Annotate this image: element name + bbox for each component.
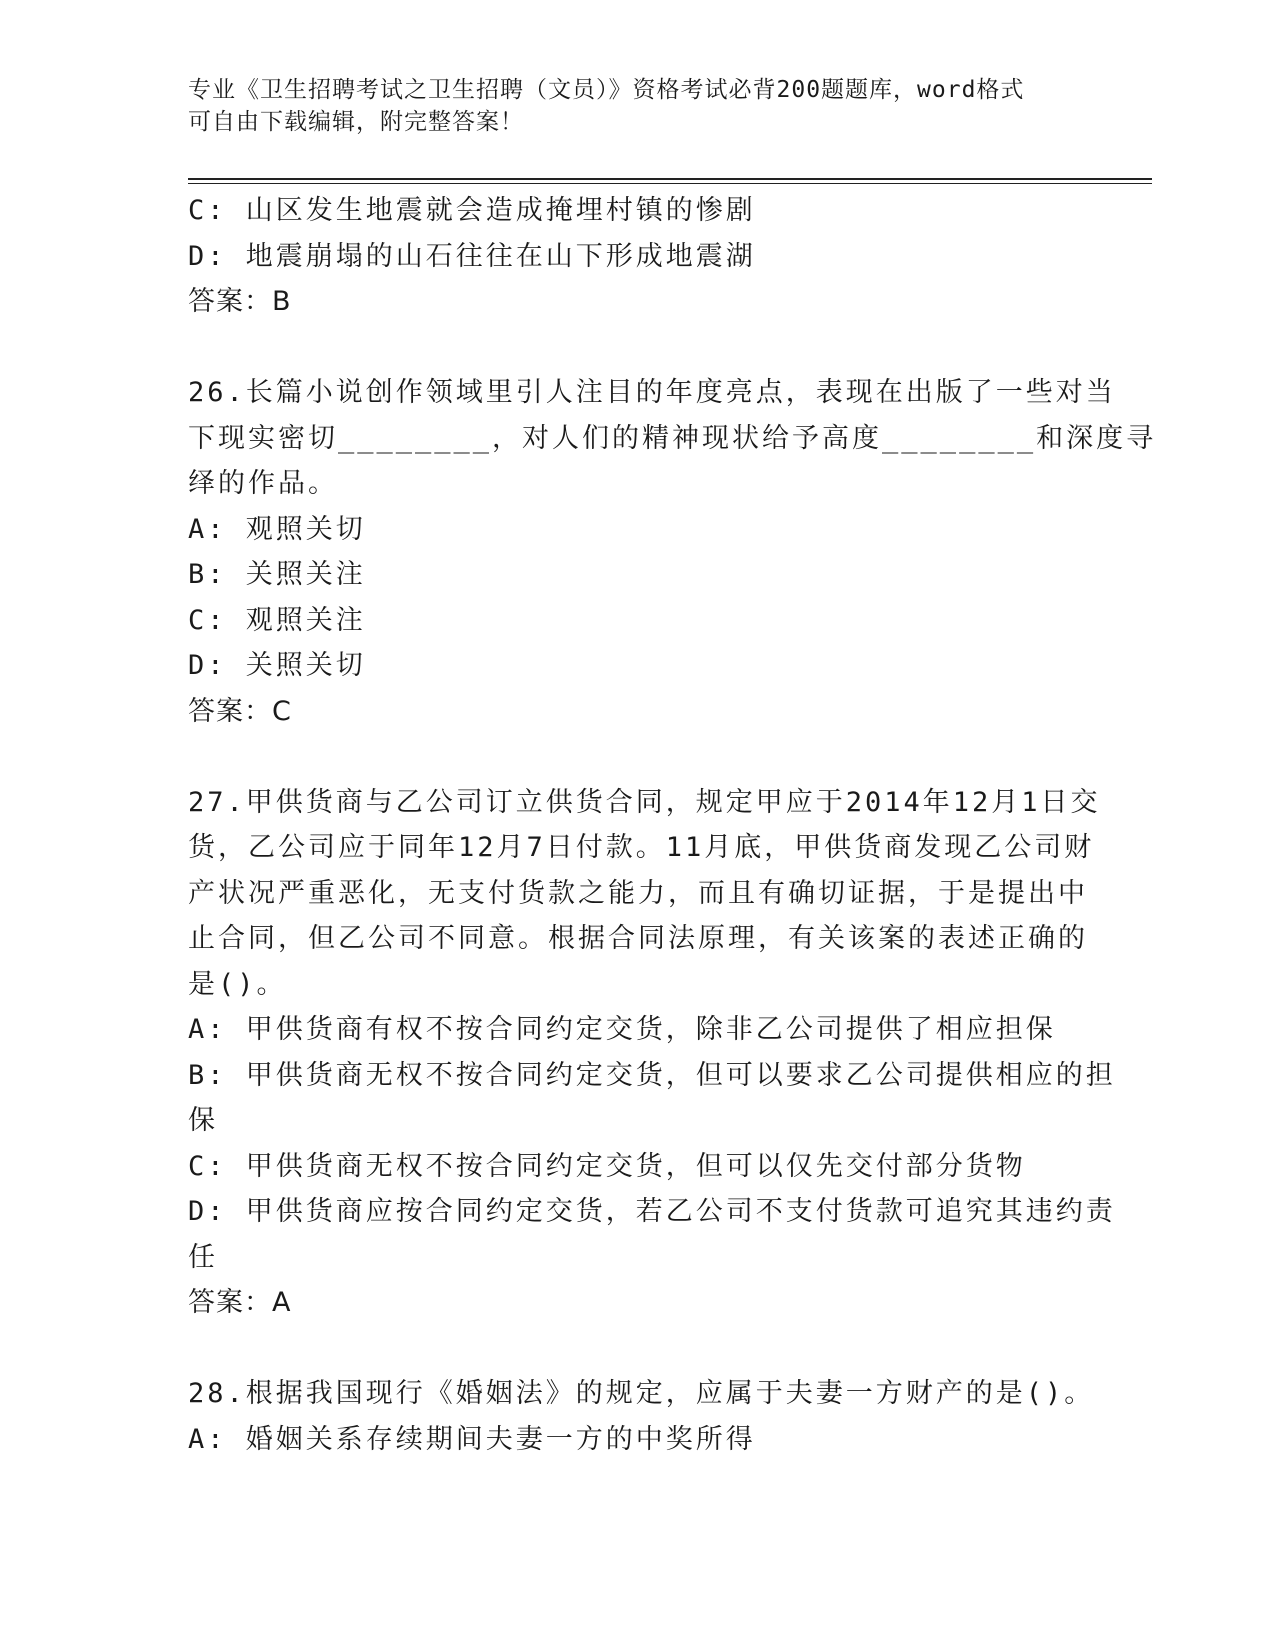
q26-option-c: C: 观照关注: [188, 604, 366, 636]
q27-stem-line-2: 货，乙公司应于同年12月7日付款。11月底，甲供货商发现乙公司财: [188, 832, 1095, 863]
header-rule-thin: [188, 183, 1152, 184]
q26-option-d: D: 关照关切: [188, 650, 366, 681]
q26-option-b: B: 关照关注: [188, 559, 366, 590]
q28-option-a: A: 婚姻关系存续期间夫妻一方的中奖所得: [188, 1423, 756, 1455]
q25-answer: 答案：B: [188, 286, 292, 317]
header-rule-thick: [188, 178, 1152, 180]
q26-option-a: A: 观照关切: [188, 513, 366, 545]
q27-stem-line-5: 是()。: [188, 968, 287, 1000]
q28-stem-line-1: 28.根据我国现行《婚姻法》的规定，应属于夫妻一方财产的是()。: [188, 1378, 1095, 1409]
q27-option-b-line-2: 保: [188, 1105, 218, 1136]
q26-answer: 答案：C: [188, 695, 292, 727]
q27-option-b-line-1: B: 甲供货商无权不按合同约定交货，但可以要求乙公司提供相应的担: [188, 1059, 1116, 1091]
q27-stem-line-3: 产状况严重恶化，无支付货款之能力，而且有确切证据，于是提出中: [188, 877, 1088, 909]
q27-answer: 答案：A: [188, 1287, 292, 1318]
q27-stem-line-4: 止合同，但乙公司不同意。根据合同法原理，有关该案的表述正确的: [188, 923, 1088, 954]
q27-option-d-line-2: 任: [188, 1241, 218, 1273]
spacer: [188, 1326, 1088, 1372]
q27-option-d-line-1: D: 甲供货商应按合同约定交货，若乙公司不支付货款可追究其违约责: [188, 1196, 1116, 1227]
page-header: [188, 74, 1068, 138]
q26-stem-line-3: 绎的作品。: [188, 468, 338, 499]
q27-option-a: A: 甲供货商有权不按合同约定交货，除非乙公司提供了相应担保: [188, 1014, 1056, 1045]
header-line-2: 可自由下载编辑，附完整答案！: [188, 109, 524, 135]
q27-stem-line-1: 27.甲供货商与乙公司订立供货合同，规定甲应于2014年12月1日交: [188, 786, 1101, 818]
q26-stem-line-1: 26.长篇小说创作领域里引人注目的年度亮点，表现在出版了一些对当: [188, 377, 1116, 408]
q25-option-c: C: 山区发生地震就会造成掩埋村镇的惨剧: [188, 195, 756, 226]
q27-option-c: C: 甲供货商无权不按合同约定交货，但可以仅先交付部分货物: [188, 1150, 1026, 1182]
spacer: [188, 325, 1088, 371]
q25-option-d: D: 地震崩塌的山石往往在山下形成地震湖: [188, 240, 756, 272]
question-content: [188, 188, 1157, 1462]
spacer: [188, 734, 1088, 780]
q26-stem-line-2: 下现实密切________，对人们的精神现状给予高度________和深度寻: [188, 422, 1157, 454]
header-line-1: 专业《卫生招聘考试之卫生招聘（文员）》资格考试必背200题题库，word格式: [188, 77, 1025, 103]
